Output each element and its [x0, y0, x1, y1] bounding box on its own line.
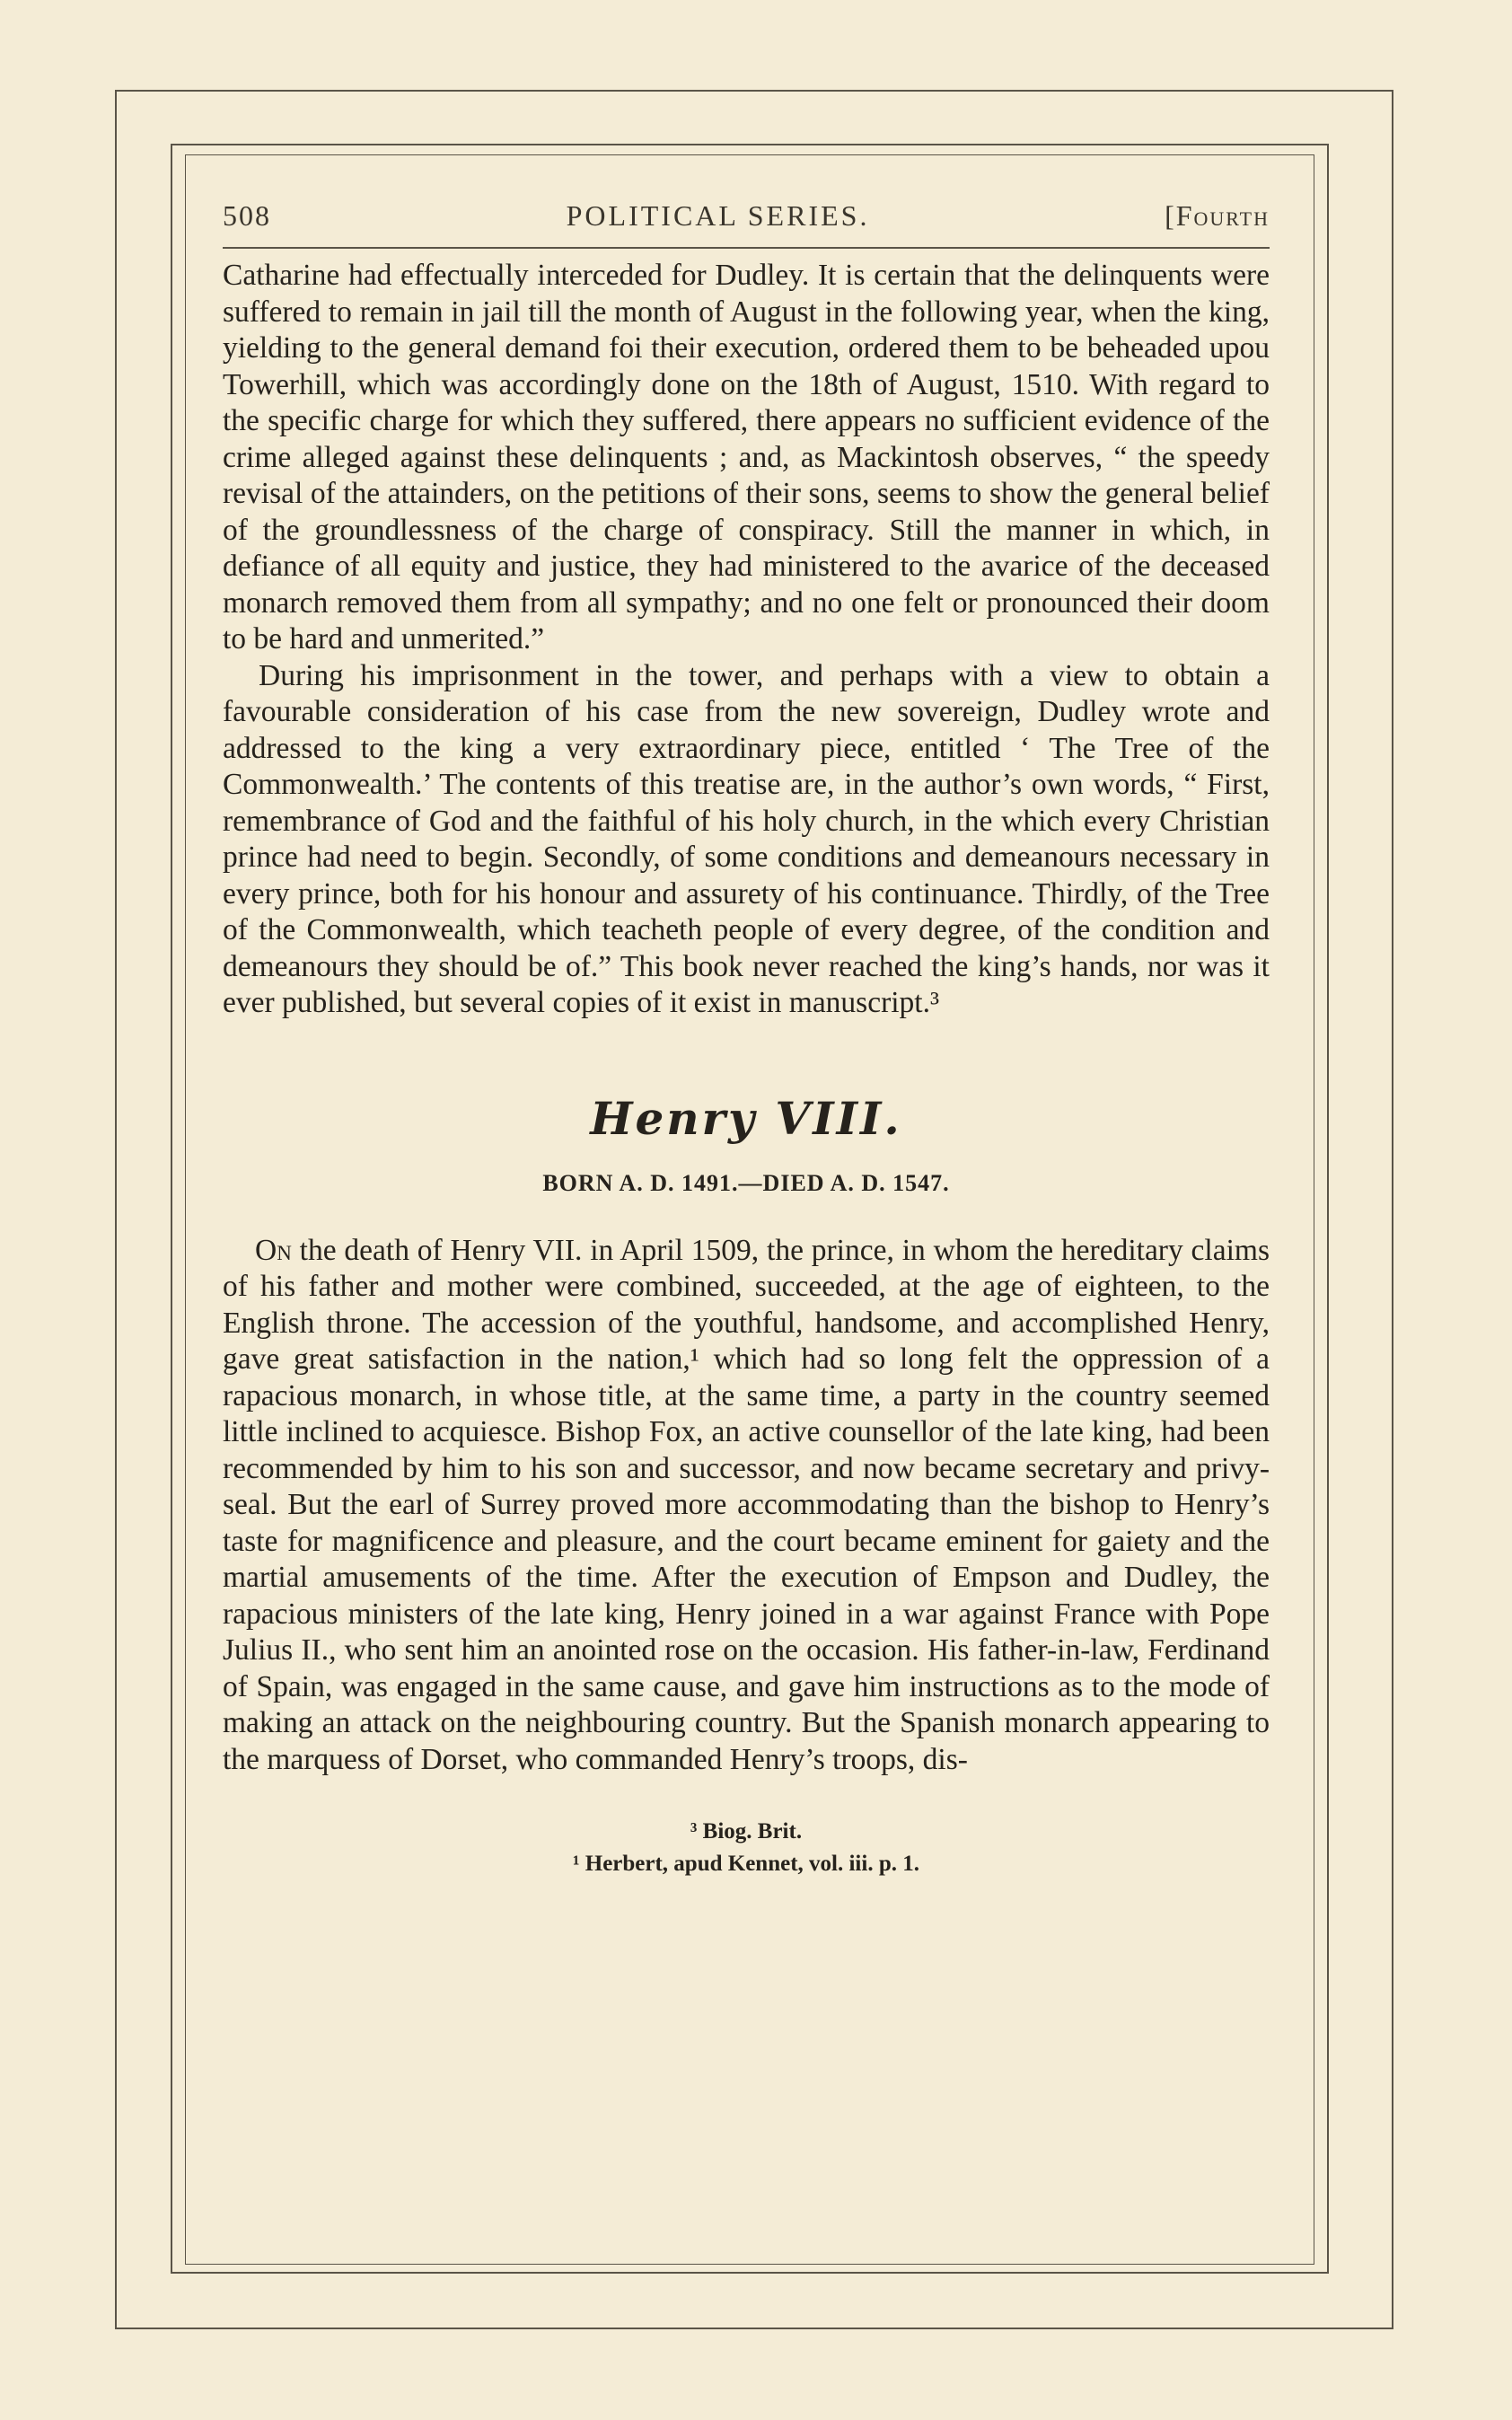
paragraph: Catharine had effectually interceded for Dudley. It is certain that the delinquents were suffered to remain in jail till the month of August in the following year, when the king, yielding to the general demand foi their execution, ordered them to be beheaded upou Towerhill, which was accordingly done on the 18th of August, 1510. With regard to the specific charge for which they suffered, there appears no sufficient evidence of the crime alleged against these delinquents ; and, as Mackintosh observes, “ the speedy revisal of the attainders, on the petitions of their sons, seems to show the general belief of the groundlessness of the charge of conspiracy. Still the manner in which, in defiance of all equity and justice, they had ministered to the avarice of the deceased monarch removed them from all sympathy; and no one felt or pronounced their doom to be hard and unmerited.” — [223, 259, 1270, 656]
page-content — [223, 199, 1270, 1880]
page-header — [223, 199, 1270, 233]
footnote: ¹ Herbert, apud Kennet, vol. iii. p. 1. — [573, 1852, 919, 1876]
paragraph: During his imprisonment in the tower, and perhaps with a view to obtain a favourable consideration of his case from the new sovereign, Dudley wrote and addressed to the king a very extraordinary piece, entitled ‘ The Tree of the Commonwealth.’ The contents of this treatise are, in the author’s own words, “ First, remembrance of God and the faithful of his holy church, in the which every Christian prince had need to begin. Secondly, of some conditions and demeanours necessary in every prince, both for his honour and assurety of his continuance. Thirdly, of the Tree of the Commonwealth, which teacheth people of every degree, of the condition and demeanours they should be of.” This book never reached the king’s hands, nor was it ever published, but several copies of it exist in manuscript.³ — [223, 658, 1270, 1019]
first-word: On — [255, 1233, 292, 1267]
life-dates: BORN A. D. 1491.—DIED A. D. 1547. — [542, 1169, 950, 1196]
section-dudley-text — [223, 258, 1270, 1022]
section-henry-text — [223, 1233, 1270, 1779]
footnotes — [223, 1816, 1270, 1880]
section-heading: Henry VIII. — [590, 1091, 902, 1145]
footnote: ³ Biog. Brit. — [690, 1819, 803, 1844]
paragraph-body: the death of Henry VII. in April 1509, the prince, in whom the hereditary claims of his father and mother were combined, succeeded, at the age of eighteen, to the English throne. The accession of the youthful, handsome, and accomplished Henry, gave great satisfaction in the nation,¹ which had so long felt the oppression of a rapacious monarch, in whose title, at the same time, a party in the country seemed little inclined to acquiesce. Bishop Fox, an active counsellor of the late king, had been recommended by him to his son and successor, and now became secretary and privy-seal. But the earl of Surrey proved more accommodating than the bishop to Henry’s taste for magnificence and pleasure, and the court became eminent for gaiety and the martial amusements of the time. After the execution of Empson and Dudley, the rapacious ministers of the late king, Henry joined in a war against France with Pope Julius II., who sent him an anointed rose on the occasion. His father-in-law, Ferdinand of Spain, was engaged in the same cause, and gave him instructions as to the mode of making an attack on the neighbouring country. But the Spanish monarch appearing to the marquess of Dorset, who commanded Henry’s troops, dis- — [223, 1233, 1270, 1776]
section-label: [Fourth — [1165, 199, 1270, 232]
header-rule — [223, 247, 1270, 249]
running-head: POLITICAL SERIES. — [566, 199, 870, 232]
paragraph — [223, 1233, 1270, 1779]
page-number: 508 — [223, 199, 271, 232]
